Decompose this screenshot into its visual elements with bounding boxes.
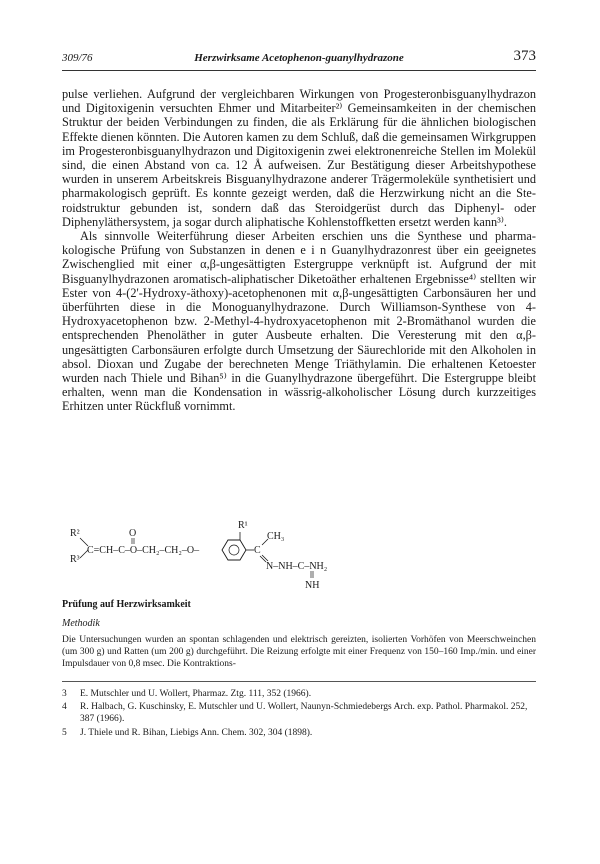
formula-main-chain: C=CH–C–O–CH₂–CH₂–O– (87, 545, 200, 556)
footnote (62, 688, 536, 700)
body-text (62, 87, 536, 414)
formula-ch3: CH₃ (267, 531, 285, 542)
footnote-number: 5 (62, 727, 67, 738)
method-paragraph: Die Untersuchungen wurden an spontan schlagenden und elektrisch gereizten, isolierten Vorhöfen von Meerschweinchen (um 300 g) und Ratten (um 200 g) durchgeführt. Die Reizung erfolgte mit einer Frequenz von 150–160 Imp./min. und einer Impulsdauer von 0,8 msec. Die Kontraktions- (62, 635, 536, 669)
footnote-number: 4 (62, 702, 67, 713)
paragraph-1: pulse verliehen. Aufgrund der vergleichbaren Wirkungen von Progesteronbisguanylhydrazon und Digitoxigenin versuchten Ehmer und Mitarbeiter²⁾ Gemeinsamkeiten in der chemischen Struktur der beiden Verbindungen zu finden, die als Erklärung für die ähnlichen biologischen Effekte dienen könnten. Die Autoren kamen zu dem Schluß, daß die gemeinsamen Wirkgruppen im Progesteronbisguanylhydrazon und Digitoxigenin zwei elektronenreiche Stellen im Molekül sind, die einen Abstand von ca. 12 Å aufweisen. Zur Bestätigung dieser Arbeitshypothese wurden in unserem Arbeitskreis Bisguanylhydrazone anderer Trägermoleküle synthetisiert und pharmakologisch geprüft. Es konnte gezeigt werden, daß die Herzwirkung nicht an die Steroidstruktur gebunden ist, sondern daß das Steroidgerüst durch das Diphenyl- oder Diphenyläthersystem, ja sogar durch aliphatische Kohlenstoffketten ersetzt werden kann³⁾. (62, 87, 536, 229)
footnote-divider (62, 681, 536, 682)
benzene-ring (222, 540, 246, 560)
footnote-text: E. Mutschler und U. Wollert, Pharmaz. Ztg. 111, 352 (1966). (80, 689, 312, 699)
paragraph-2: Als sinnvolle Weiterführung dieser Arbeiten erschien uns die Synthese und pharmakologische Prüfung von Substanzen in denen e i n Guanylhydrazonrest über ein geeignetes Zwischenglied mit einer α,β-ungesättigten Estergruppe verknüpft ist. Aufgrund der mit Bisguanylhydrazonen aromatisch-aliphatischer Diketoäther erhaltenen Ergebnisse⁴⁾ stellten wir Ester von 4-(2'-Hydroxy-äthoxy)-acetophenonen mit α,β-ungesättigten Carbonsäuren her und überführten diese in die Monoguanylhydrazone. Durch Williamson-Synthese von 4-Hydroxyacetophenon bzw. 2-Methyl-4-hydroxyacetophenon mit 2-Bromäthanol wurden die entsprechenden Phenoläther in guter Ausbeute erhalten. Die Veresterung mit den α,β-ungesättigten Carbonsäuren erfolgte durch Umsetzung der Säurechloride mit den Alkoholen in absol. Dioxan und Zugabe der berechneten Menge Triäthylamin. Die erhaltenen Ketoester wurden nach Thiele und Bihan⁵⁾ in die Guanylhydrazone übergeführt. Die Estergruppe bleibt erhalten, wenn man die Kondensation in wässrig-alkoholischer Lösung durch kurzzeitiges Erhitzen unter Rückfluß vornimmt. (62, 229, 536, 414)
footnote (62, 701, 536, 725)
section-heading: Prüfung auf Herzwirksamkeit (62, 599, 191, 610)
footnote-number: 3 (62, 689, 67, 699)
header-issue: 309/76 (62, 52, 93, 64)
footnote-text: J. Thiele und R. Bihan, Liebigs Ann. Chem. 302, 304 (1898). (80, 727, 313, 738)
footnotes (62, 688, 536, 740)
formula-hydrazone: N–NH–C–NH₂ (266, 561, 328, 572)
formula-carbonyl-o: O (129, 528, 137, 539)
page-number: 373 (513, 48, 536, 64)
running-header (62, 50, 536, 71)
footnote (62, 727, 536, 739)
formula-c-label: C (254, 545, 261, 556)
header-title: Herzwirksame Acetophenon-guanylhydrazone (194, 52, 404, 64)
subsection-heading: Methodik (62, 618, 100, 629)
formula-r3: R³ (70, 554, 80, 565)
formula-r1: R¹ (238, 520, 248, 531)
footnote-text: R. Halbach, G. Kuschinsky, E. Mutschler und U. Wollert, Naunyn-Schmiedebergs Arch. exp. Pathol. Pharmakol. 252, 387 (1966). (80, 702, 528, 725)
formula-nh: NH (305, 580, 320, 591)
structural-formula (62, 512, 362, 592)
formula-r2: R² (70, 528, 80, 539)
